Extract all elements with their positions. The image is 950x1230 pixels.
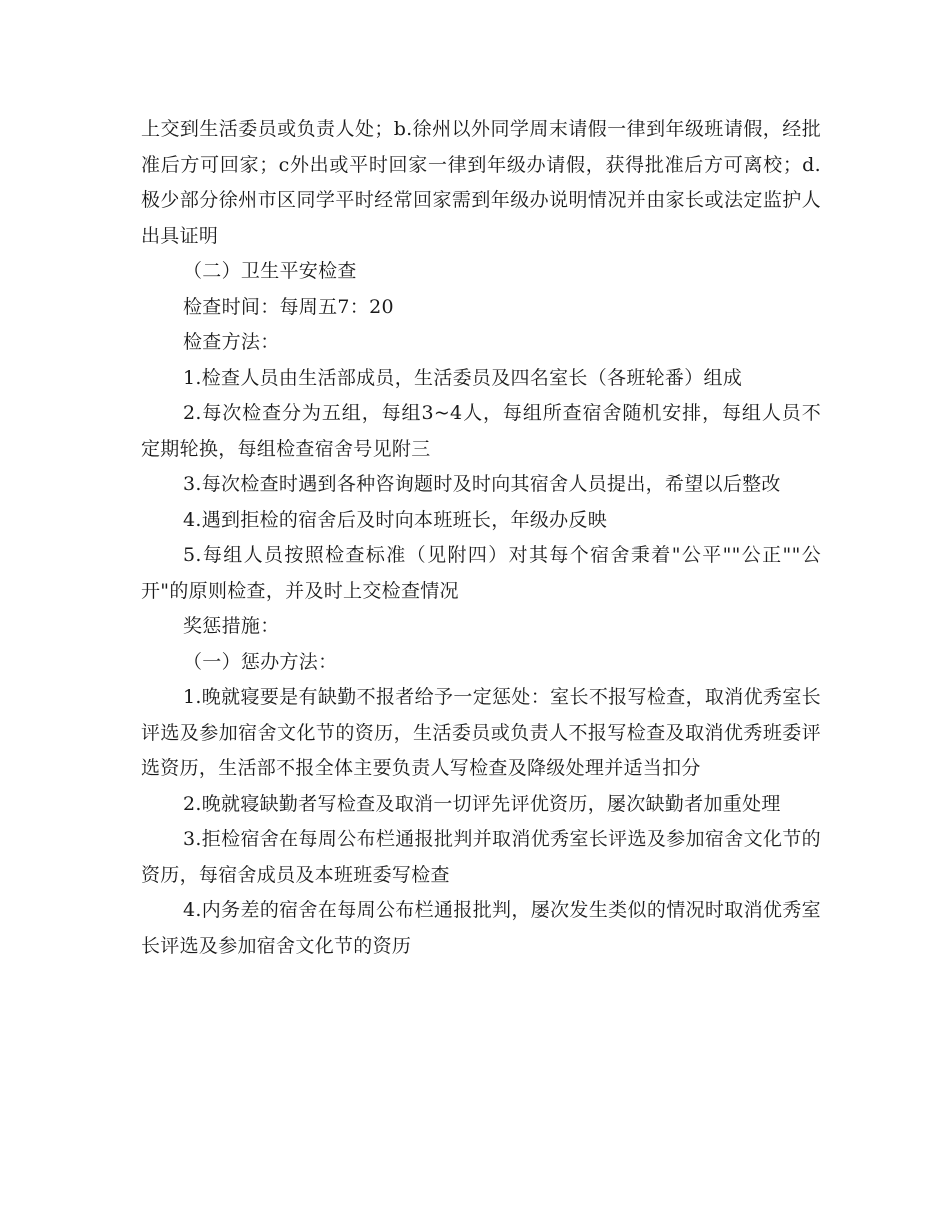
list-item-penalty-3: 3.拒检宿舍在每周公布栏通报批判并取消优秀室长评选及参加宿舍文化节的资历，每宿舍成员及本班班委写检查 (141, 828, 821, 886)
paragraph-leave-rules: 上交到生活委员或负责人处；b.徐州以外同学周末请假一律到年级班请假，经批准后方可回家；c外出或平时回家一律到年级办请假，获得批准后方可离校；d.极少部分徐州市区同学平时经常回家需到年级办说明情况并由家长或法定监护人出具证明 (141, 118, 821, 247)
document-body (141, 112, 821, 964)
section-heading-hygiene-check: （二）卫生平安检查 (183, 260, 357, 282)
list-item-method-4: 4.遇到拒检的宿舍后及时向本班班长，年级办反映 (183, 508, 608, 531)
list-item-method-3: 3.每次检查时遇到各种咨询题时及时向其宿舍人员提出，希望以后整改 (183, 473, 781, 495)
list-item-penalty-2: 2.晚就寝缺勤者写检查及取消一切评先评优资历，屡次缺勤者加重处理 (183, 792, 781, 815)
list-item-method-5: 5.每组人员按照检查标准（见附四）对其每个宿舍秉着"公平""公正""公开"的原则检查，并及时上交检查情况 (141, 544, 821, 602)
list-item-penalty-4: 4.内务差的宿舍在每周公布栏通报批判，屡次发生类似的情况时取消优秀室长评选及参加宿舍文化节的资历 (141, 899, 821, 957)
paragraph-check-time: 检查时间：每周五7：20 (183, 295, 394, 318)
paragraph-check-method-label: 检查方法： (183, 331, 280, 353)
subsection-heading-penalty-methods: （一）惩办方法： (183, 650, 338, 673)
list-item-method-1: 1.检查人员由生活部成员，生活委员及四名室长（各班轮番）组成 (183, 366, 743, 389)
list-item-penalty-1: 1.晚就寝要是有缺勤不报者给予一定惩处：室长不报写检查，取消优秀室长评选及参加宿舍文化节的资历，生活委员或负责人不报写检查及取消优秀班委评选资历，生活部不报全体主要负责人写检查及降级处理并适当扣分 (141, 686, 821, 779)
section-heading-rewards-penalties: 奖惩措施： (183, 615, 280, 637)
list-item-method-2: 2.每次检查分为五组，每组3~4人，每组所查宿舍随机安排，每组人员不定期轮换，每组检查宿舍号见附三 (141, 402, 821, 460)
